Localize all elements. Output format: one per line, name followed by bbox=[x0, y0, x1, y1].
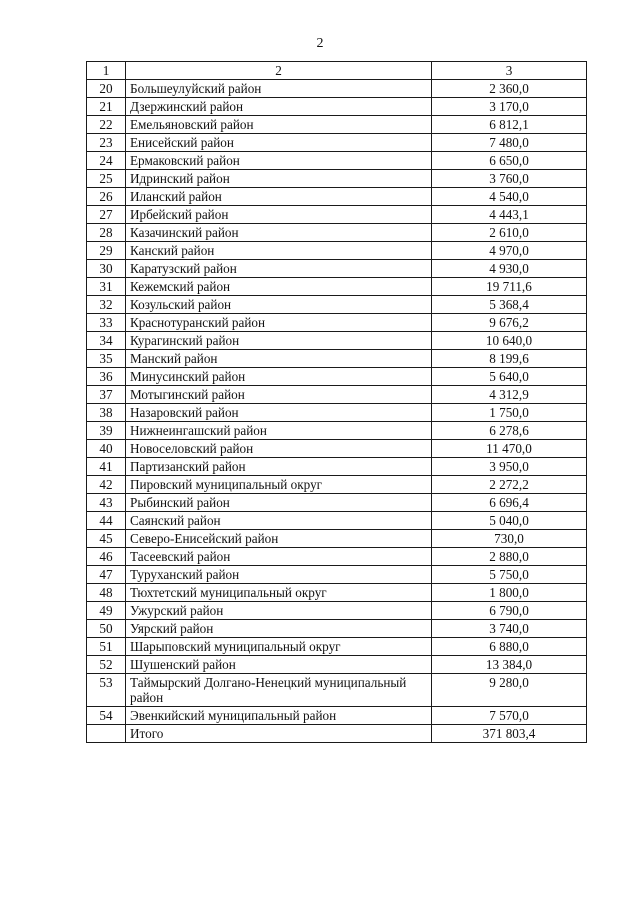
row-number: 32 bbox=[87, 296, 126, 314]
row-number: 43 bbox=[87, 494, 126, 512]
table-row bbox=[87, 80, 587, 98]
row-number: 34 bbox=[87, 332, 126, 350]
row-number: 36 bbox=[87, 368, 126, 386]
row-number: 23 bbox=[87, 134, 126, 152]
row-district-name: Тюхтетский муниципальный округ bbox=[126, 584, 432, 602]
row-number: 22 bbox=[87, 116, 126, 134]
table-row bbox=[87, 188, 587, 206]
row-amount: 5 750,0 bbox=[432, 566, 587, 584]
row-amount: 6 880,0 bbox=[432, 638, 587, 656]
row-amount: 19 711,6 bbox=[432, 278, 587, 296]
budget-table bbox=[86, 61, 587, 743]
row-number: 53 bbox=[87, 674, 126, 707]
row-amount: 3 760,0 bbox=[432, 170, 587, 188]
row-amount: 6 278,6 bbox=[432, 422, 587, 440]
table-row bbox=[87, 440, 587, 458]
row-district-name: Канский район bbox=[126, 242, 432, 260]
row-amount: 5 368,4 bbox=[432, 296, 587, 314]
row-number: 35 bbox=[87, 350, 126, 368]
table-row bbox=[87, 602, 587, 620]
row-number: 41 bbox=[87, 458, 126, 476]
row-amount: 7 480,0 bbox=[432, 134, 587, 152]
table-row bbox=[87, 314, 587, 332]
row-amount: 2 610,0 bbox=[432, 224, 587, 242]
total-number bbox=[87, 725, 126, 743]
row-amount: 6 650,0 bbox=[432, 152, 587, 170]
row-district-name: Каратузский район bbox=[126, 260, 432, 278]
table-row bbox=[87, 566, 587, 584]
row-amount: 2 880,0 bbox=[432, 548, 587, 566]
row-amount: 7 570,0 bbox=[432, 707, 587, 725]
table-row bbox=[87, 548, 587, 566]
row-number: 21 bbox=[87, 98, 126, 116]
row-amount: 1 800,0 bbox=[432, 584, 587, 602]
row-number: 27 bbox=[87, 206, 126, 224]
row-number: 31 bbox=[87, 278, 126, 296]
row-district-name: Ирбейский район bbox=[126, 206, 432, 224]
total-row bbox=[87, 725, 587, 743]
table-row bbox=[87, 512, 587, 530]
row-district-name: Минусинский район bbox=[126, 368, 432, 386]
row-amount: 730,0 bbox=[432, 530, 587, 548]
row-district-name: Туруханский район bbox=[126, 566, 432, 584]
table-row bbox=[87, 278, 587, 296]
table-row bbox=[87, 638, 587, 656]
row-number: 49 bbox=[87, 602, 126, 620]
row-amount: 4 970,0 bbox=[432, 242, 587, 260]
row-number: 50 bbox=[87, 620, 126, 638]
row-number: 24 bbox=[87, 152, 126, 170]
row-district-name: Эвенкийский муниципальный район bbox=[126, 707, 432, 725]
row-number: 26 bbox=[87, 188, 126, 206]
header-row bbox=[87, 62, 587, 80]
table-row bbox=[87, 296, 587, 314]
row-district-name: Иланский район bbox=[126, 188, 432, 206]
row-number: 48 bbox=[87, 584, 126, 602]
row-amount: 8 199,6 bbox=[432, 350, 587, 368]
row-district-name: Саянский район bbox=[126, 512, 432, 530]
table-row bbox=[87, 206, 587, 224]
row-amount: 5 640,0 bbox=[432, 368, 587, 386]
row-number: 47 bbox=[87, 566, 126, 584]
table-row bbox=[87, 242, 587, 260]
row-district-name: Большеулуйский район bbox=[126, 80, 432, 98]
table-header bbox=[87, 62, 587, 80]
table-row bbox=[87, 224, 587, 242]
row-district-name: Манский район bbox=[126, 350, 432, 368]
row-amount: 6 812,1 bbox=[432, 116, 587, 134]
row-district-name: Северо-Енисейский район bbox=[126, 530, 432, 548]
row-number: 38 bbox=[87, 404, 126, 422]
row-district-name: Шушенский район bbox=[126, 656, 432, 674]
row-number: 25 bbox=[87, 170, 126, 188]
table-row bbox=[87, 116, 587, 134]
table-row bbox=[87, 134, 587, 152]
table-row bbox=[87, 530, 587, 548]
row-amount: 1 750,0 bbox=[432, 404, 587, 422]
table-row bbox=[87, 350, 587, 368]
row-number: 37 bbox=[87, 386, 126, 404]
row-amount: 6 790,0 bbox=[432, 602, 587, 620]
row-district-name: Тасеевский район bbox=[126, 548, 432, 566]
row-amount: 6 696,4 bbox=[432, 494, 587, 512]
row-district-name: Краснотуранский район bbox=[126, 314, 432, 332]
row-amount: 4 443,1 bbox=[432, 206, 587, 224]
table-row bbox=[87, 152, 587, 170]
table-body bbox=[87, 80, 587, 743]
row-district-name: Таймырский Долгано-Ненецкий муниципальный район bbox=[126, 674, 432, 707]
row-district-name: Ужурский район bbox=[126, 602, 432, 620]
table-row bbox=[87, 368, 587, 386]
row-district-name: Партизанский район bbox=[126, 458, 432, 476]
row-district-name: Новоселовский район bbox=[126, 440, 432, 458]
row-amount: 3 950,0 bbox=[432, 458, 587, 476]
row-district-name: Рыбинский район bbox=[126, 494, 432, 512]
table-row bbox=[87, 656, 587, 674]
column-header-number: 1 bbox=[87, 62, 126, 80]
row-number: 29 bbox=[87, 242, 126, 260]
row-number: 45 bbox=[87, 530, 126, 548]
row-district-name: Уярский район bbox=[126, 620, 432, 638]
row-number: 30 bbox=[87, 260, 126, 278]
row-district-name: Кежемский район bbox=[126, 278, 432, 296]
table-row bbox=[87, 584, 587, 602]
table-row bbox=[87, 476, 587, 494]
table-row bbox=[87, 170, 587, 188]
table-row bbox=[87, 98, 587, 116]
row-number: 54 bbox=[87, 707, 126, 725]
row-district-name: Шарыповский муниципальный округ bbox=[126, 638, 432, 656]
row-amount: 2 272,2 bbox=[432, 476, 587, 494]
row-district-name: Идринский район bbox=[126, 170, 432, 188]
row-amount: 3 170,0 bbox=[432, 98, 587, 116]
row-amount: 4 930,0 bbox=[432, 260, 587, 278]
row-number: 42 bbox=[87, 476, 126, 494]
table-row bbox=[87, 620, 587, 638]
row-number: 44 bbox=[87, 512, 126, 530]
table-row bbox=[87, 404, 587, 422]
row-amount: 9 676,2 bbox=[432, 314, 587, 332]
row-number: 40 bbox=[87, 440, 126, 458]
table-row bbox=[87, 707, 587, 725]
table-row bbox=[87, 458, 587, 476]
row-district-name: Енисейский район bbox=[126, 134, 432, 152]
row-district-name: Пировский муниципальный округ bbox=[126, 476, 432, 494]
column-header-value: 3 bbox=[432, 62, 587, 80]
column-header-name: 2 bbox=[126, 62, 432, 80]
row-number: 46 bbox=[87, 548, 126, 566]
total-label: Итого bbox=[126, 725, 432, 743]
row-number: 39 bbox=[87, 422, 126, 440]
total-amount: 371 803,4 bbox=[432, 725, 587, 743]
row-district-name: Емельяновский район bbox=[126, 116, 432, 134]
table-row bbox=[87, 422, 587, 440]
row-amount: 10 640,0 bbox=[432, 332, 587, 350]
row-district-name: Нижнеингашский район bbox=[126, 422, 432, 440]
table-row bbox=[87, 386, 587, 404]
row-amount: 5 040,0 bbox=[432, 512, 587, 530]
table-row bbox=[87, 674, 587, 707]
row-number: 52 bbox=[87, 656, 126, 674]
row-district-name: Казачинский район bbox=[126, 224, 432, 242]
row-amount: 3 740,0 bbox=[432, 620, 587, 638]
table-row bbox=[87, 260, 587, 278]
row-amount: 4 540,0 bbox=[432, 188, 587, 206]
row-number: 33 bbox=[87, 314, 126, 332]
row-district-name: Курагинский район bbox=[126, 332, 432, 350]
row-district-name: Козульский район bbox=[126, 296, 432, 314]
row-number: 28 bbox=[87, 224, 126, 242]
table-row bbox=[87, 494, 587, 512]
row-number: 51 bbox=[87, 638, 126, 656]
row-amount: 2 360,0 bbox=[432, 80, 587, 98]
row-amount: 11 470,0 bbox=[432, 440, 587, 458]
table-row bbox=[87, 332, 587, 350]
row-district-name: Мотыгинский район bbox=[126, 386, 432, 404]
row-amount: 4 312,9 bbox=[432, 386, 587, 404]
row-amount: 13 384,0 bbox=[432, 656, 587, 674]
row-district-name: Назаровский район bbox=[126, 404, 432, 422]
row-amount: 9 280,0 bbox=[432, 674, 587, 707]
page-number: 2 bbox=[316, 36, 324, 51]
row-number: 20 bbox=[87, 80, 126, 98]
row-district-name: Ермаковский район bbox=[126, 152, 432, 170]
row-district-name: Дзержинский район bbox=[126, 98, 432, 116]
